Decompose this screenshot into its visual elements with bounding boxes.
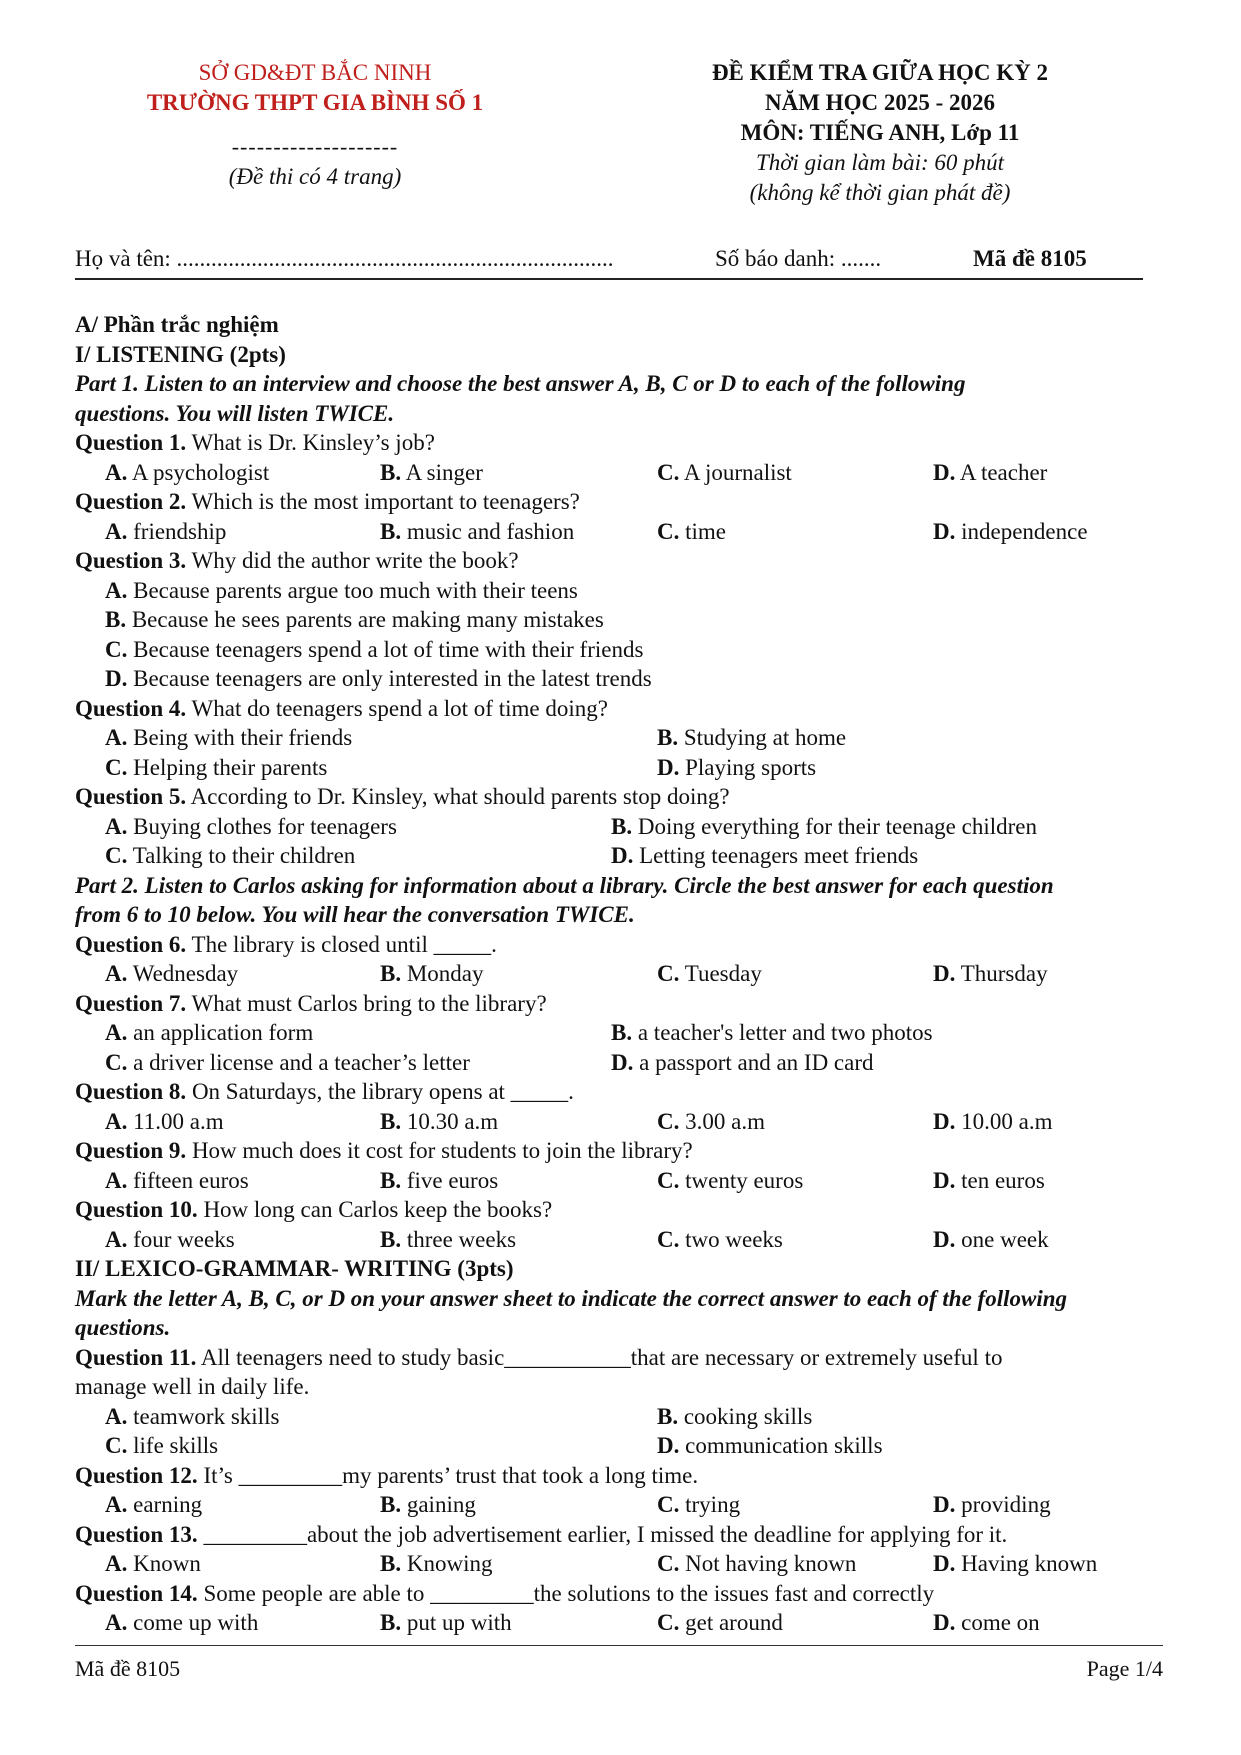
option-b[interactable]: B. put up with <box>380 1610 512 1635</box>
option-a[interactable]: A. come up with <box>105 1610 259 1635</box>
option-c[interactable]: C. get around <box>657 1610 783 1635</box>
option-d[interactable]: D. come on <box>933 1610 1040 1635</box>
question-8-options <box>75 1107 1175 1137</box>
option-d[interactable]: D. communication skills <box>657 1433 883 1458</box>
department-name: SỞ GD&ĐT BẮC NINH <box>198 60 432 85</box>
question-1: Question 1. What is Dr. Kinsley’s job? <box>75 430 435 455</box>
question-7-options-row1 <box>75 1018 1175 1048</box>
option-b[interactable]: B. a teacher's letter and two photos <box>611 1020 933 1045</box>
question-13-options <box>75 1549 1175 1579</box>
option-c[interactable]: C. Tuesday <box>657 961 762 986</box>
page-number: Page 1/4 <box>1086 1656 1163 1681</box>
option-b[interactable]: B. five euros <box>380 1167 499 1193</box>
option-c[interactable]: C. Because teenagers spend a lot of time with their friends <box>105 636 644 662</box>
listening-title: I/ LISTENING (2pts) <box>75 341 286 367</box>
option-d[interactable]: D. Playing sports <box>657 754 817 780</box>
question-6-options <box>75 959 1175 989</box>
question-12: Question 12. It’s _________my parents’ trust that took a long time. <box>75 1462 699 1488</box>
question-5-options-row1 <box>75 812 1175 842</box>
exam-time-note: (không kể thời gian phát đề) <box>749 180 1011 205</box>
exam-body <box>75 310 1175 1638</box>
dash-separator: -------------------- <box>231 134 399 159</box>
question-4-options-row1 <box>75 723 1175 753</box>
question-5: Question 5. According to Dr. Kinsley, what should parents stop doing? <box>75 784 730 809</box>
option-c[interactable]: C. Talking to their children <box>105 843 356 868</box>
option-c[interactable]: C. A journalist <box>657 459 792 485</box>
exam-title: ĐỀ KIỂM TRA GIỮA HỌC KỲ 2 <box>711 60 1049 85</box>
question-3: Question 3. Why did the author write the book? <box>75 548 519 573</box>
question-1-options <box>75 458 1175 488</box>
option-c[interactable]: C. life skills <box>105 1433 219 1458</box>
subject: MÔN: TIẾNG ANH, Lớp 11 <box>740 120 1020 145</box>
option-a[interactable]: A. Because parents argue too much with their teens <box>105 577 578 603</box>
option-b[interactable]: B. Doing everything for their teenage children <box>611 813 1037 839</box>
option-d[interactable]: D. independence <box>933 518 1088 544</box>
part2-directions: Part 2. Listen to Carlos asking for information about a library. Circle the best answer for each question <box>75 872 1054 898</box>
option-d[interactable]: D. 10.00 a.m <box>933 1108 1053 1134</box>
option-b[interactable]: B. Studying at home <box>657 725 847 750</box>
header-left <box>95 58 535 192</box>
option-a[interactable]: A. A psychologist <box>105 459 270 485</box>
question-8: Question 8. On Saturdays, the library opens at _____. <box>75 1079 574 1104</box>
option-d[interactable]: D. Having known <box>933 1551 1098 1576</box>
option-c[interactable]: C. time <box>657 518 727 544</box>
exam-time: Thời gian làm bài: 60 phút <box>755 150 1005 175</box>
option-d[interactable]: D. providing <box>933 1492 1051 1517</box>
question-11: Question 11. All teenagers need to study basic___________that are necessary or extremely useful to <box>75 1344 1003 1370</box>
option-d[interactable]: D. Thursday <box>933 961 1048 986</box>
question-7-options-row2 <box>75 1048 1175 1078</box>
option-b[interactable]: B. Monday <box>380 961 484 986</box>
exam-code: Mã đề 8105 <box>973 246 1087 271</box>
question-4-options-row2 <box>75 753 1175 783</box>
option-d[interactable]: D. a passport and an ID card <box>611 1049 874 1075</box>
option-b[interactable]: B. music and fashion <box>380 518 575 544</box>
option-a[interactable]: A. fifteen euros <box>105 1167 249 1193</box>
question-14-options <box>75 1608 1175 1638</box>
part2-directions-cont: from 6 to 10 below. You will hear the conversation TWICE. <box>75 902 635 927</box>
grammar-title: II/ LEXICO-GRAMMAR- WRITING (3pts) <box>75 1256 514 1281</box>
page-footer <box>75 1645 1163 1686</box>
question-12-options <box>75 1490 1175 1520</box>
grammar-directions-cont: questions. <box>75 1315 171 1340</box>
option-b[interactable]: B. cooking skills <box>657 1403 813 1429</box>
option-a[interactable]: A. friendship <box>105 518 227 544</box>
option-c[interactable]: C. a driver license and a teacher’s letter <box>105 1049 470 1075</box>
question-11-cont: manage well in daily life. <box>75 1374 310 1399</box>
option-a[interactable]: A. Wednesday <box>105 961 239 986</box>
header-right <box>660 58 1100 208</box>
question-5-options-row2 <box>75 841 1175 871</box>
option-a[interactable]: A. teamwork skills <box>105 1403 280 1429</box>
question-7: Question 7. What must Carlos bring to the library? <box>75 990 547 1016</box>
question-10-options <box>75 1225 1175 1255</box>
student-name-field[interactable]: Họ và tên: ............................................................................ <box>75 246 614 271</box>
grammar-directions: Mark the letter A, B, C, or D on your answer sheet to indicate the correct answer to each of the following <box>75 1285 1068 1311</box>
option-a[interactable]: A. Known <box>105 1551 201 1576</box>
student-id-field[interactable]: Số báo danh: ....... <box>715 246 882 271</box>
option-b[interactable]: B. Because he sees parents are making many mistakes <box>105 607 604 632</box>
question-2-options <box>75 517 1175 547</box>
school-year: NĂM HỌC 2025 - 2026 <box>765 90 995 115</box>
question-11-options-row2 <box>75 1431 1175 1461</box>
question-14: Question 14. Some people are able to _________the solutions to the issues fast and correctly <box>75 1580 935 1606</box>
question-10: Question 10. How long can Carlos keep the books? <box>75 1197 553 1222</box>
option-c[interactable]: C. trying <box>657 1492 741 1517</box>
question-6: Question 6. The library is closed until _____. <box>75 931 497 957</box>
question-9: Question 9. How much does it cost for students to join the library? <box>75 1138 693 1163</box>
option-b[interactable]: B. three weeks <box>380 1226 517 1252</box>
option-b[interactable]: B. gaining <box>380 1492 476 1517</box>
option-b[interactable]: B. Knowing <box>380 1551 493 1576</box>
option-d[interactable]: D. one week <box>933 1226 1049 1252</box>
option-d[interactable]: D. Because teenagers are only interested in the latest trends <box>105 666 652 691</box>
question-13: Question 13. _________about the job advertisement earlier, I missed the deadline for applying for it. <box>75 1521 1008 1547</box>
option-d[interactable]: D. ten euros <box>933 1167 1045 1193</box>
option-d[interactable]: D. A teacher <box>933 459 1048 485</box>
part1-directions-cont: questions. You will listen TWICE. <box>75 400 395 426</box>
option-b[interactable]: B. A singer <box>380 459 483 485</box>
question-9-options <box>75 1166 1175 1196</box>
option-a[interactable]: A. Being with their friends <box>105 725 353 750</box>
option-c[interactable]: C. twenty euros <box>657 1167 804 1193</box>
option-a[interactable]: A. earning <box>105 1492 203 1517</box>
pages-note: (Đề thi có 4 trang) <box>228 164 402 189</box>
part1-directions: Part 1. Listen to an interview and choose the best answer A, B, C or D to each of the following <box>75 371 966 396</box>
question-2: Question 2. Which is the most important to teenagers? <box>75 489 580 514</box>
option-a[interactable]: A. Buying clothes for teenagers <box>105 813 397 839</box>
option-a[interactable]: A. 11.00 a.m <box>105 1108 224 1134</box>
school-name: TRƯỜNG THPT GIA BÌNH SỐ 1 <box>146 90 484 115</box>
option-a[interactable]: A. an application form <box>105 1020 314 1045</box>
option-c[interactable]: C. Helping their parents <box>105 754 328 780</box>
section-a-title: A/ Phần trắc nghiệm <box>75 312 279 337</box>
question-4: Question 4. What do teenagers spend a lot of time doing? <box>75 695 608 721</box>
question-11-options-row1 <box>75 1402 1175 1432</box>
option-c[interactable]: C. Not having known <box>657 1551 857 1576</box>
footer-exam-code: Mã đề 8105 <box>75 1656 181 1681</box>
option-a[interactable]: A. four weeks <box>105 1226 235 1252</box>
option-b[interactable]: B. 10.30 a.m <box>380 1108 499 1134</box>
option-c[interactable]: C. 3.00 a.m <box>657 1108 765 1134</box>
option-c[interactable]: C. two weeks <box>657 1226 783 1252</box>
student-info-bar <box>75 244 1143 280</box>
option-d[interactable]: D. Letting teenagers meet friends <box>611 843 919 868</box>
